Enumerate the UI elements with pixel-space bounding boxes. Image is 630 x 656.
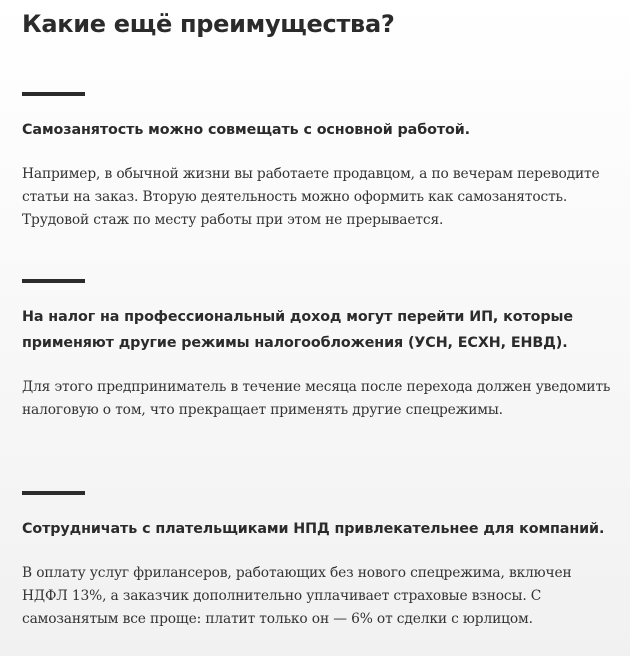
section-body: Для этого предприниматель в течение месяца после перехода должен уведомить налоговую о том, что прекращает применять другие спецрежимы. (22, 379, 611, 418)
section-heading: Самозанятость можно совмещать с основной работой. (22, 122, 470, 138)
section-divider (22, 491, 85, 495)
page-title: Какие ещё преимущества? (22, 10, 395, 38)
advantage-section-2 (22, 279, 618, 422)
section-heading: На налог на профессиональный доход могут перейти ИП, которые применяют другие режимы налогообложения (УСН, ЕСХН, ЕНВД). (22, 309, 573, 351)
advantage-section-1 (22, 92, 618, 232)
section-divider (22, 279, 85, 283)
section-body: В оплату услуг фрилансеров, работающих без нового спецрежима, включен НДФЛ 13%, а заказчик дополнительно уплачивает страховые взносы. С самозанятым все проще: платит только он — 6% от сделки с юрлицом. (22, 565, 572, 627)
section-divider (22, 92, 85, 96)
section-body: Например, в обычной жизни вы работаете продавцом, а по вечерам переводите статьи на заказ. Вторую деятельность можно оформить как самозанятость. Трудовой стаж по месту работы при этом не прерывается. (22, 166, 600, 228)
section-heading: Сотрудничать с плательщиками НПД привлекательнее для компаний. (22, 521, 605, 537)
advantage-section-3 (22, 491, 618, 631)
